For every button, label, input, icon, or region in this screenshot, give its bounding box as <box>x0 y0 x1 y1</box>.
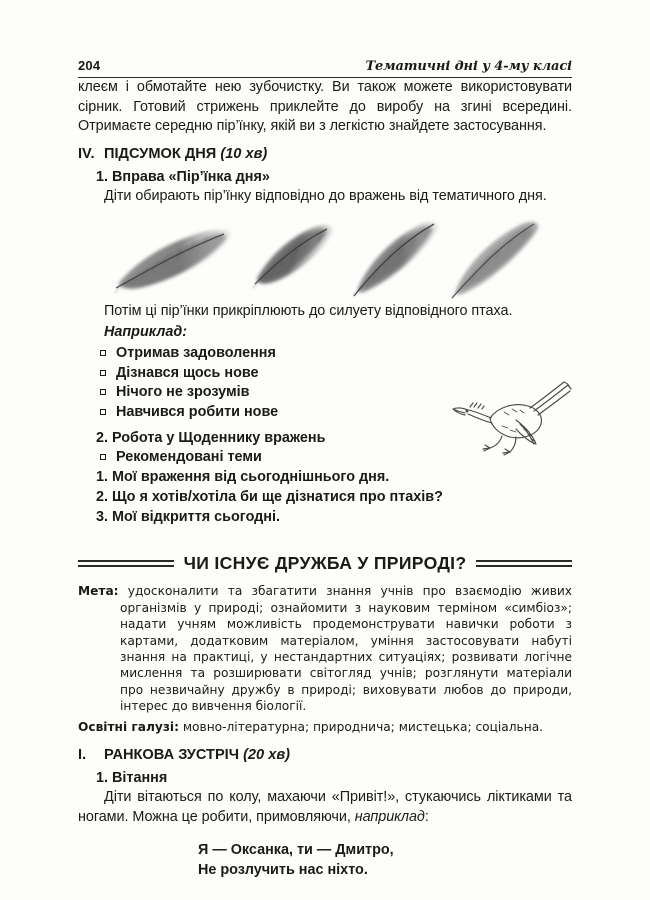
recommended-label: Рекомендовані теми <box>116 449 262 466</box>
bird-illustration <box>446 374 578 460</box>
chapter-rule-left <box>78 560 174 567</box>
heading-section-i <box>78 745 572 766</box>
feather-photo-group <box>78 214 572 302</box>
feather-1 <box>115 230 231 293</box>
poem-line: Я — Оксанка, ти — Дмитро, <box>198 842 394 859</box>
list-item <box>100 344 572 364</box>
greeting-paragraph <box>78 788 572 827</box>
square-bullet-icon <box>100 454 106 460</box>
section-iv-title: ПІДСУМОК ДНЯ <box>104 145 217 162</box>
poem-block <box>78 841 572 880</box>
page-title: ЧИ ІСНУЄ ДРУЖБА У ПРИРОДІ? <box>183 553 467 574</box>
square-bullet-icon <box>100 370 106 376</box>
poem-line: Не розлучить нас ніхто. <box>198 861 368 878</box>
bird-sketch-icon <box>446 374 578 460</box>
chapter-title-block <box>78 553 572 574</box>
option-label: Нічого не зрозумів <box>116 384 250 401</box>
section-i-duration: (20 хв) <box>243 746 291 763</box>
square-bullet-icon <box>100 389 106 395</box>
galuzi-block <box>78 719 572 735</box>
feather-4 <box>451 222 538 298</box>
after-feathers-text: Потім ці пір’їнки прикріплюють до силуету відповідного птаха. <box>104 303 513 320</box>
option-label: Дізнався щось нове <box>116 364 259 381</box>
subitem-2-title: 2. Робота у Щоденнику вражень <box>96 430 326 447</box>
feather-3 <box>353 222 438 296</box>
feather-2 <box>253 226 332 289</box>
meta-block <box>78 583 572 714</box>
option-label: Навчився робити нове <box>116 403 279 420</box>
feather-image-strip <box>78 214 572 302</box>
list-item: 1. Мої враження від сьогоднішнього дня. <box>96 468 390 485</box>
section-i-title: РАНКОВА ЗУСТРІЧ <box>104 746 239 763</box>
chapter-rule-right <box>476 560 572 567</box>
greeting-text-b: : <box>424 808 429 825</box>
square-bullet-icon <box>100 409 106 415</box>
square-bullet-icon <box>100 350 106 356</box>
galuzi-text: мовно-літературна; природнича; мистецька; соціальна. <box>182 719 544 734</box>
running-head <box>78 0 572 74</box>
greeting-text-a: Діти вітаються по колу, махаючи «Привіт!», стукаючись ліктиками та ногами. Можна це робити, примовляючи, <box>78 788 572 825</box>
heading-section-iv <box>78 144 572 165</box>
page-number: 204 <box>78 58 101 73</box>
option-label: Отримав задоволення <box>116 344 276 361</box>
list-item: 3. Мої відкриття сьогодні. <box>96 508 281 525</box>
greeting-subitem-title: 1. Вітання <box>96 769 168 786</box>
example-label: Наприклад: <box>104 323 188 340</box>
galuzi-label: Освітні галузі: <box>78 719 179 734</box>
meta-text: удосконалити та збагатити знання учнів про взаємодію живих організмів у природі; ознайомити з науковим терміном «симбіоз»; надати учням можливість продемонструвати навички роботи з картами, додатковим матеріалом, уміння застосовувати набуті знання на практиці, у нестандартних ситуаціях; розвивати логічне мислення та розширювати світогляд учнів; розглянути матеріали про незвичайну дружбу в природі; виховувати любов до природи, інтерес до вивчення біології. <box>120 584 573 714</box>
section-i-numeral: I. <box>78 746 87 763</box>
section-iv-numeral: IV. <box>78 145 95 162</box>
continued-paragraph: клеєм і обмотайте нею зубочистку. Ви також можете використовувати сірник. Готовий стрижень приклейте до виробу на згині всередині. Отримаєте середню пір’їнку, якій ви з легкістю знайдете застосування. <box>78 79 572 135</box>
recommended-topics-list <box>78 468 572 527</box>
subitem-1-text: Діти обирають пір’їнку відповідно до вражень від тематичного дня. <box>104 187 547 204</box>
meta-label: Мета: <box>78 584 119 599</box>
running-title: Тематичні дні у 4-му класі <box>365 59 572 74</box>
section-iv-duration: (10 хв) <box>220 145 268 162</box>
list-item: 2. Що я хотів/хотіла би ще дізнатися про птахів? <box>96 488 443 505</box>
subitem-1-title: 1. Вправа «Пір’їнка дня» <box>96 168 270 185</box>
page-content-column <box>78 0 572 880</box>
greeting-text-italic: наприклад <box>354 808 425 825</box>
